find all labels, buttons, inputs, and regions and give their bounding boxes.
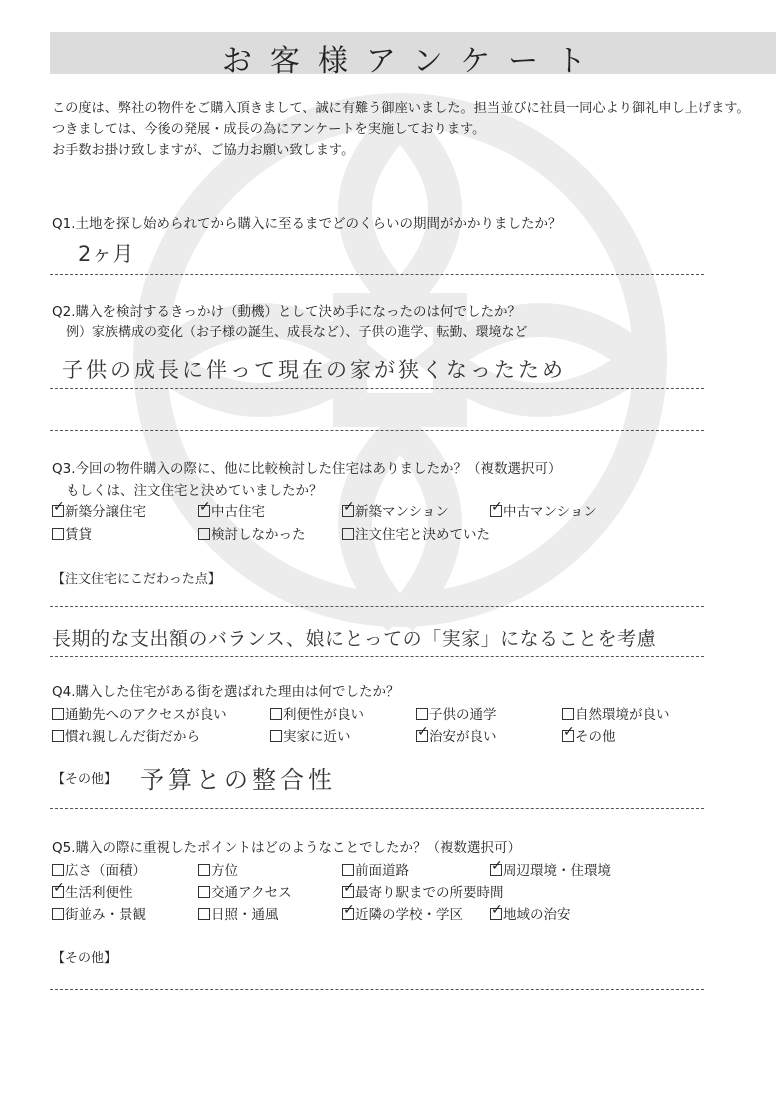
q5-option[interactable]: 街並み・景観 [52, 903, 146, 923]
checkbox[interactable] [198, 886, 210, 898]
q5-option[interactable]: ✓ 最寄り駅までの所要時間 [342, 881, 504, 901]
q4-option[interactable]: 自然環境が良い [562, 703, 670, 723]
q1-question: Q1.土地を探し始められてから購入に至るまでどのくらいの期間がかかりましたか？ [52, 216, 562, 232]
checkbox[interactable] [52, 886, 64, 898]
q4-option[interactable]: ✓ その他 [562, 725, 616, 745]
answer-line [50, 808, 704, 809]
q3-option[interactable]: 賃貸 [52, 523, 92, 543]
q4-question: Q4.購入した住宅がある街を選ばれた理由は何でしたか？ [52, 684, 400, 700]
checkbox[interactable] [562, 708, 574, 720]
intro-line: お手数お掛け致しますが、ご協力お願い致します。 [52, 143, 355, 158]
checkbox[interactable] [342, 886, 354, 898]
answer-line [50, 388, 704, 389]
q5-option[interactable]: ✓ 近隣の学校・学区 [342, 903, 463, 923]
intro-text [52, 98, 750, 161]
checkbox[interactable] [490, 908, 502, 920]
answer-line [50, 656, 704, 657]
q3-question-2: もしくは、注文住宅と決めていましたか？ [66, 483, 323, 499]
q5-option[interactable]: ✓ 周辺環境・住環境 [490, 859, 611, 879]
q4-option[interactable]: 実家に近い [270, 725, 351, 745]
q5-option[interactable]: ✓ 地域の治安 [490, 903, 571, 923]
q3-custom-answer: 長期的な支出額のバランス、娘にとっての「実家」になることを考慮 [52, 628, 657, 650]
q1-answer: 2ヶ月 [78, 242, 134, 266]
checkbox[interactable] [198, 505, 210, 517]
q3-option[interactable]: 注文住宅と決めていた [342, 523, 490, 543]
q2-example: 例）家族構成の変化（お子様の誕生、成長など）、子供の進学、転勤、環境など [66, 325, 528, 340]
checkbox[interactable] [342, 864, 354, 876]
q5-option[interactable]: 交通アクセス [198, 881, 292, 901]
q4-option[interactable]: 利便性が良い [270, 703, 364, 723]
answer-line [50, 606, 704, 607]
checkbox[interactable] [342, 505, 354, 517]
q3-custom-label: 【注文住宅にこだわった点】 [52, 572, 221, 587]
q4-option[interactable]: 慣れ親しんだ街だから [52, 725, 200, 745]
checkbox[interactable] [52, 708, 64, 720]
checkbox[interactable] [198, 864, 210, 876]
q4-other-label: 【その他】 [52, 772, 118, 787]
q3-question: Q3.今回の物件購入の際に、他に比較検討した住宅はありましたか？（複数選択可） [52, 461, 562, 477]
checkbox[interactable] [52, 730, 64, 742]
q5-option[interactable]: 日照・通風 [198, 903, 279, 923]
q4-option[interactable]: ✓ 治安が良い [416, 725, 497, 745]
q3-option[interactable]: 検討しなかった [198, 523, 306, 543]
q5-other-label: 【その他】 [52, 951, 118, 966]
q5-option[interactable]: ✓生活利便性 [52, 881, 133, 901]
q3-option[interactable]: ✓ 新築マンション [342, 500, 449, 520]
checkbox[interactable] [52, 864, 64, 876]
checkbox[interactable] [416, 708, 428, 720]
checkbox[interactable] [342, 908, 354, 920]
checkbox[interactable] [270, 708, 282, 720]
checkbox[interactable] [198, 908, 210, 920]
checkbox[interactable] [52, 528, 64, 540]
q3-option[interactable]: ✓新築分譲住宅 [52, 500, 146, 520]
q4-other-answer: 予算との整合性 [140, 766, 336, 794]
checkbox[interactable] [52, 908, 64, 920]
checkbox[interactable] [198, 528, 210, 540]
checkbox[interactable] [416, 730, 428, 742]
checkbox[interactable] [270, 730, 282, 742]
q5-option[interactable]: 前面道路 [342, 859, 409, 879]
q5-question: Q5.購入の際に重視したポイントはどのようなことでしたか？（複数選択可） [52, 840, 522, 856]
page-title: お客様アンケート [221, 44, 605, 79]
answer-line [50, 989, 704, 990]
checkbox[interactable] [342, 528, 354, 540]
answer-line [50, 274, 704, 275]
checkbox[interactable] [490, 864, 502, 876]
q4-option[interactable]: 通勤先へのアクセスが良い [52, 703, 227, 723]
intro-line: この度は、弊社の物件をご購入頂きまして、誠に有難う御座いました。担当並びに社員一同心より御礼申し上げます。 [52, 101, 750, 116]
q5-option[interactable]: 方位 [198, 859, 238, 879]
q2-answer: 子供の成長に伴って現在の家が狭くなったため [62, 358, 566, 382]
checkbox[interactable] [562, 730, 574, 742]
q3-option[interactable]: ✓ 中古マンション [490, 500, 597, 520]
intro-line: つきましては、今後の発展・成長の為にアンケートを実施しております。 [52, 122, 486, 137]
title-bar [50, 32, 776, 79]
checkbox[interactable] [490, 505, 502, 517]
q3-option[interactable]: ✓ 中古住宅 [198, 500, 265, 520]
checkbox[interactable] [52, 505, 64, 517]
q5-option[interactable]: 広さ（面積） [52, 859, 146, 879]
q4-option[interactable]: 子供の通学 [416, 703, 497, 723]
q2-question: Q2.購入を検討するきっかけ（動機）として決め手になったのは何でしたか？ [52, 304, 522, 320]
answer-line [50, 430, 704, 431]
